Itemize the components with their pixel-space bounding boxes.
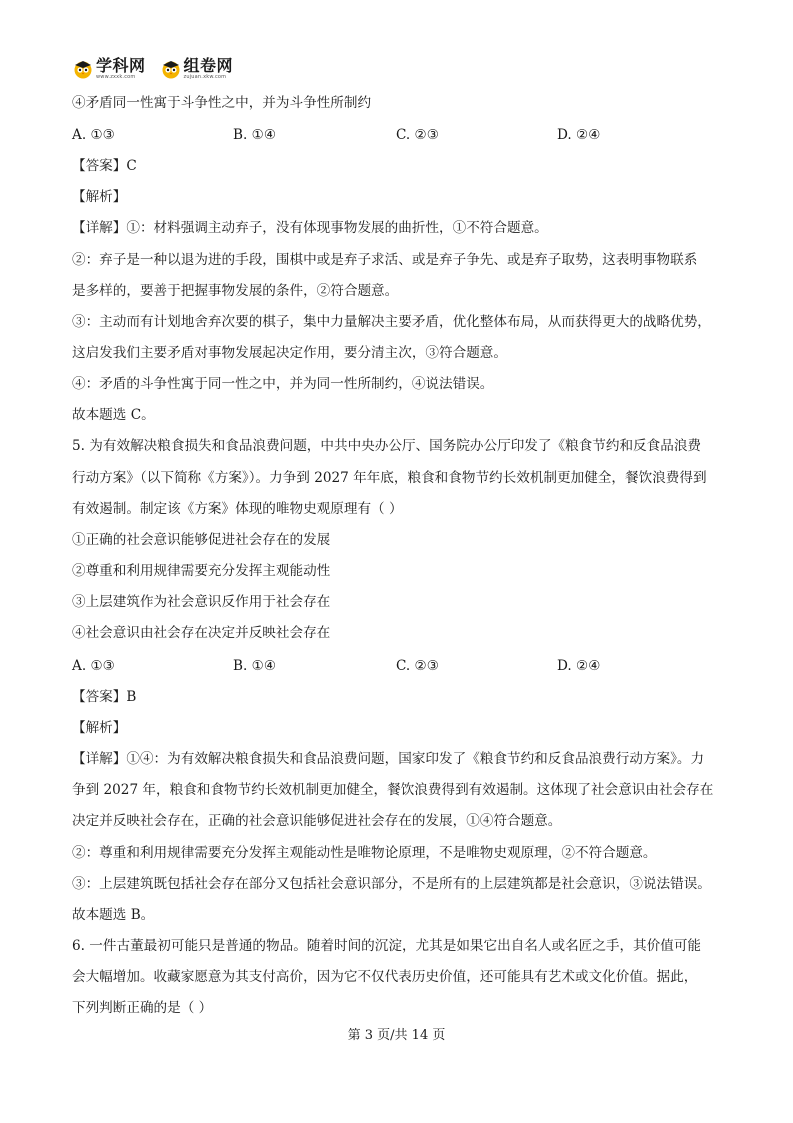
detail-line: ②：尊重和利用规律需要充分发挥主观能动性是唯物论原理，不是唯物史观原理，②不符合题意。 (72, 845, 657, 861)
statement-text: ①正确的社会意识能够促进社会存在的发展 (72, 532, 331, 548)
option-b: B. ①④ (233, 658, 277, 674)
option-b: B. ①④ (233, 127, 277, 143)
detail-line: 故本题选 B。 (72, 907, 155, 923)
detail-line: 争到 2027 年，粮食和食物节约长效机制更加健全，餐饮浪费得到有效遏制。这体现了社会意识由社会存在 (72, 782, 714, 798)
detail-line: 决定并反映社会存在，正确的社会意识能够促进社会存在的发展，①④符合题意。 (72, 813, 562, 829)
answer-label: 【答案】B (72, 689, 137, 705)
question-stem: 有效遏制。制定该《方案》体现的唯物史观原理有（ ） (72, 501, 403, 517)
option-d: D. ②④ (557, 658, 601, 674)
detail-line: ②：弃子是一种以退为进的手段，围棋中或是弃子求活、或是弃子争先、或是弃子取势，这表明事物联系 (72, 252, 698, 268)
page-header (72, 58, 247, 88)
statement-text: ③上层建筑作为社会意识反作用于社会存在 (72, 594, 331, 610)
logo-name: 学科网 (96, 56, 146, 75)
detail-line: 是多样的，要善于把握事物发展的条件，②符合题意。 (72, 283, 399, 299)
detail-line: 故本题选 C。 (72, 407, 155, 423)
analysis-label: 【解析】 (72, 720, 127, 736)
logo-xuekewang (72, 58, 146, 80)
option-c: C. ②③ (396, 658, 439, 674)
page-number: 第 3 页/共 14 页 (347, 1028, 446, 1043)
owl-mascot-icon (72, 59, 94, 79)
question-stem: 会大幅增加。收藏家愿意为其支付高价，因为它不仅代表历史价值，还可能具有艺术或文化价值。据此， (72, 969, 698, 985)
answer-label: 【答案】C (72, 158, 137, 174)
analysis-label: 【解析】 (72, 189, 127, 205)
detail-line: ③：上层建筑既包括社会存在部分又包括社会意识部分，不是所有的上层建筑都是社会意识，③说法错误。 (72, 876, 711, 892)
logo-url: www.zxxk.com (96, 74, 136, 80)
option-c: C. ②③ (396, 127, 439, 143)
option-a: A. ①③ (72, 127, 115, 143)
detail-line: 【详解】①④：为有效解决粮食损失和食品浪费问题，国家印发了《粮食节约和反食品浪费行动方案》。力 (72, 751, 705, 767)
logo-name: 组卷网 (183, 56, 234, 75)
question-stem: 行动方案》（以下简称《方案》）。力争到 2027 年年底，粮食和食物节约长效机制更加健全，餐饮浪费得到 (72, 470, 707, 486)
statement-text: ②尊重和利用规律需要充分发挥主观能动性 (72, 563, 331, 579)
option-d: D. ②④ (557, 127, 601, 143)
detail-line: 【详解】①：材料强调主动弃子，没有体现事物发展的曲折性，①不符合题意。 (72, 220, 548, 236)
question-stem: 5. 为有效解决粮食损失和食品浪费问题，中共中央办公厅、国务院办公厅印发了《粮食节约和反食品浪费 (72, 438, 702, 454)
option-a: A. ①③ (72, 658, 115, 674)
question-stem: 6. 一件古董最初可能只是普通的物品。随着时间的沉淀，尤其是如果它出自名人或名匠之手，其价值可能 (72, 938, 702, 954)
logo-zujuanwang (160, 58, 234, 80)
question-stem: 下列判断正确的是（ ） (72, 1000, 213, 1016)
detail-line: ③：主动而有计划地舍弃次要的棋子，集中力量解决主要矛盾，优化整体布局，从而获得更大的战略优势， (72, 314, 711, 330)
detail-line: ④：矛盾的斗争性寓于同一性之中，并为同一性所制约，④说法错误。 (72, 376, 494, 392)
statement-text: ④矛盾同一性寓于斗争性之中，并为斗争性所制约 (72, 95, 372, 111)
statement-text: ④社会意识由社会存在决定并反映社会存在 (72, 625, 331, 641)
owl-mascot-icon (160, 59, 182, 79)
logo-url: zujuan.xkw.com (183, 74, 227, 80)
detail-line: 这启发我们主要矛盾对事物发展起决定作用，要分清主次，③符合题意。 (72, 345, 507, 361)
